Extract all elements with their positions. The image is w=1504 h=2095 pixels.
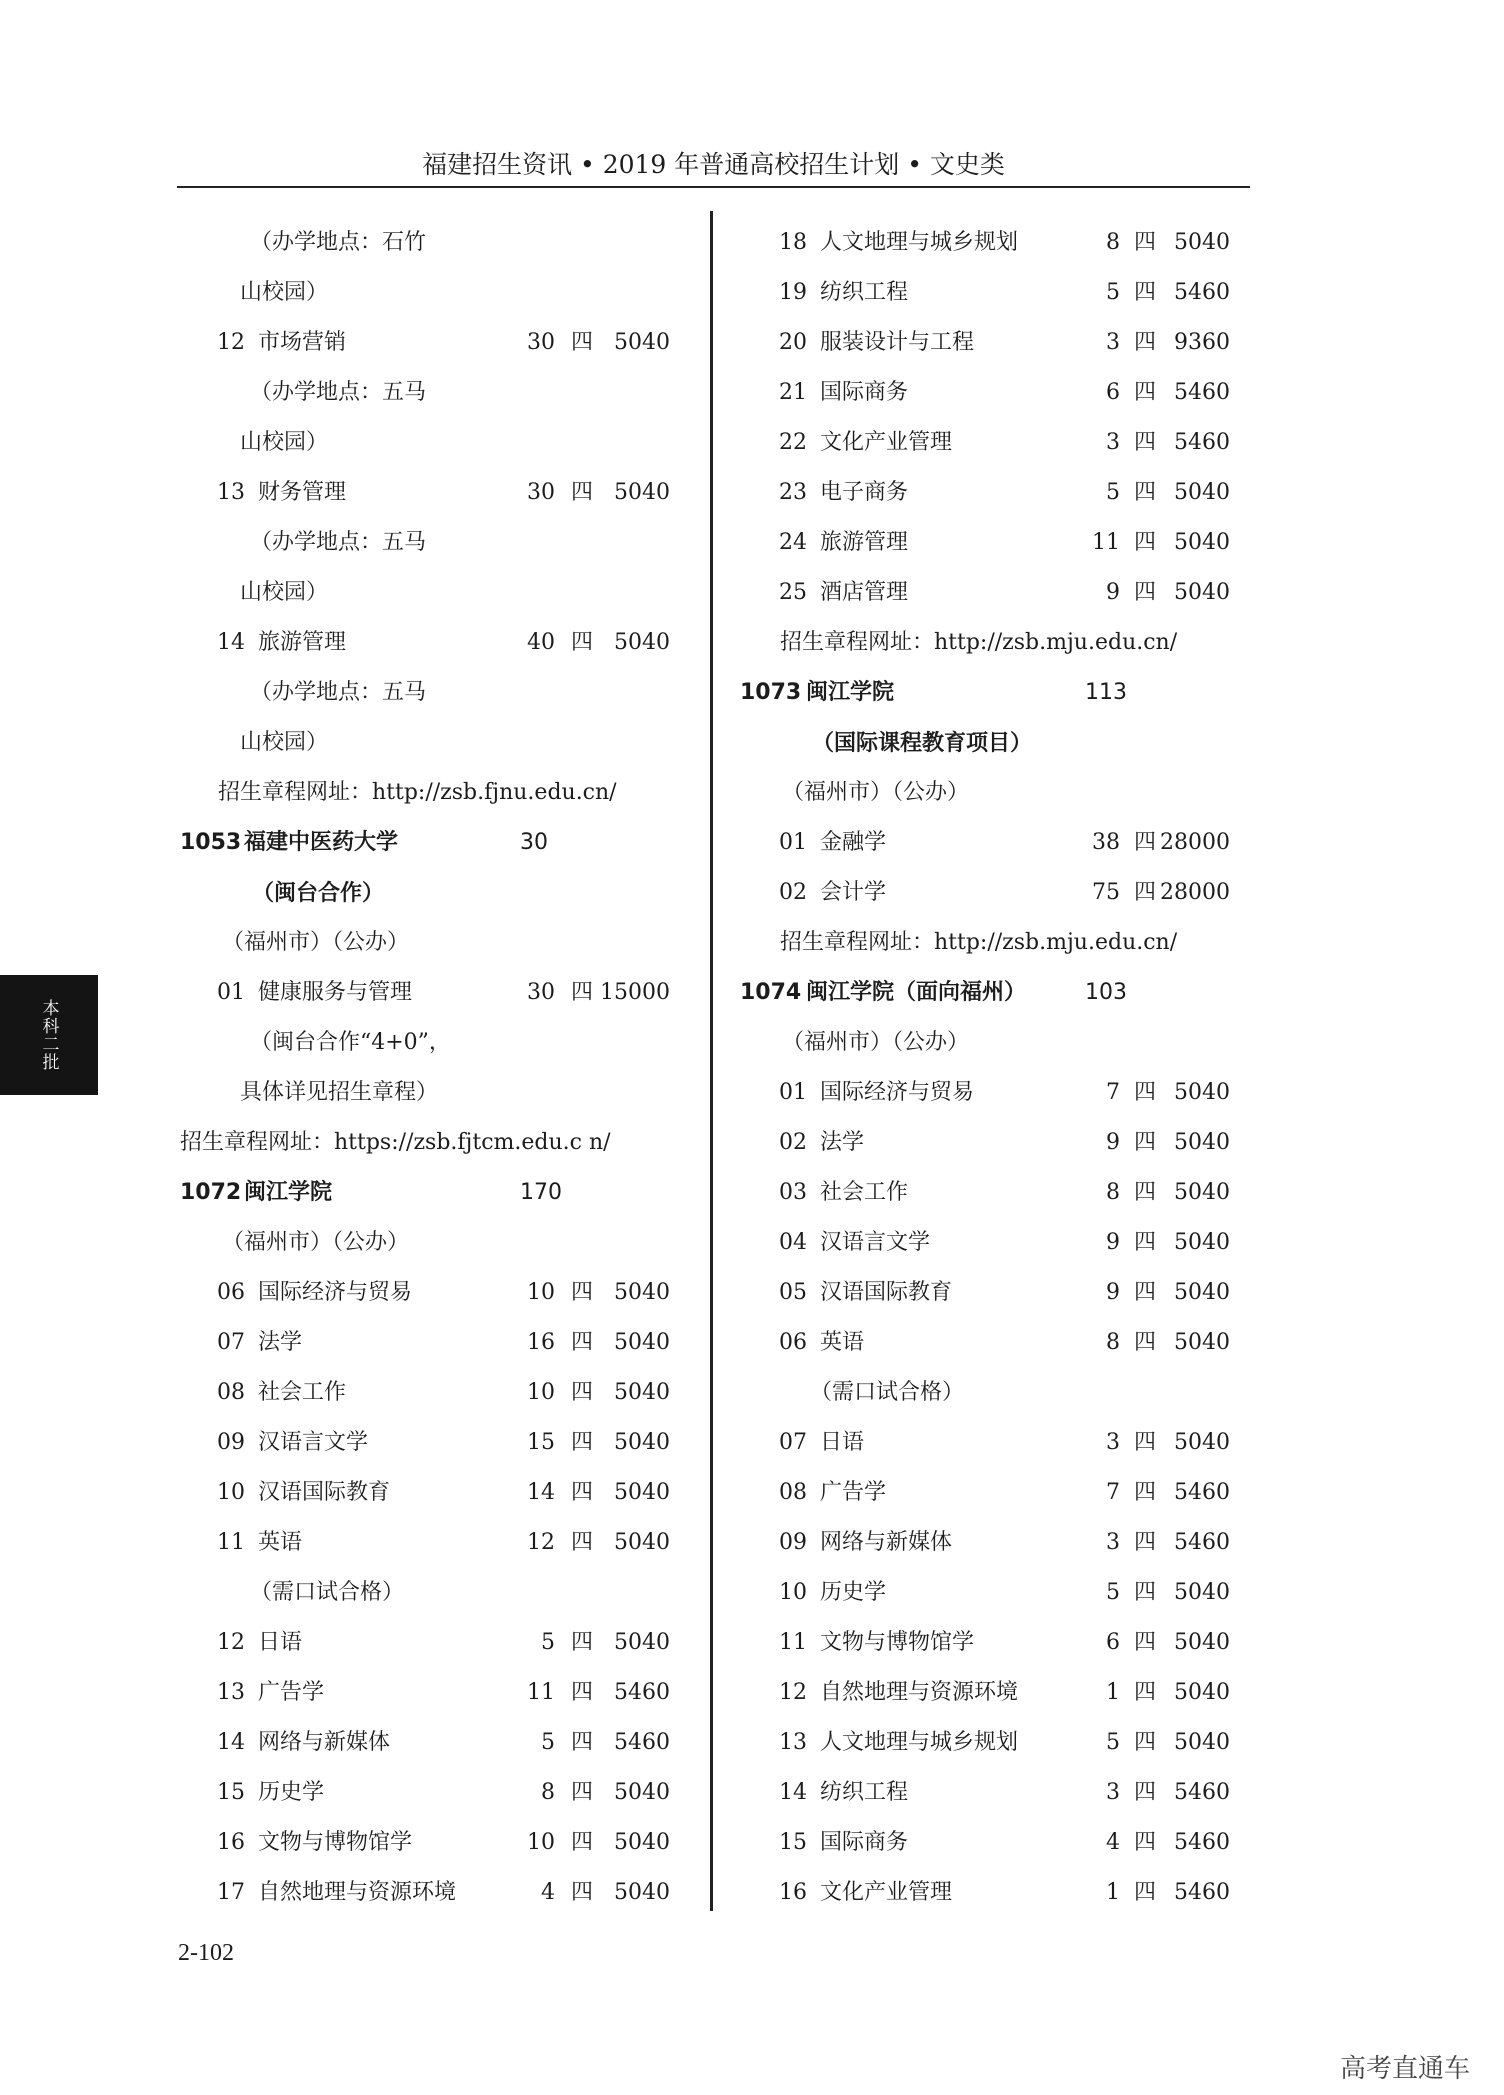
major-plan-count: 11 (1092, 530, 1120, 555)
major-row (0, 1168, 1504, 1218)
note-text: （办学地点：石竹 (250, 230, 427, 255)
school-total: 170 (520, 1180, 562, 1205)
major-tuition: 5460 (1174, 1880, 1230, 1905)
major-years: 四 (1133, 580, 1156, 605)
major-name: 服装设计与工程 (820, 330, 975, 355)
school-name: 福建中医药大学 (244, 830, 399, 855)
major-plan-count: 5 (1106, 480, 1120, 505)
major-code: 15 (217, 1780, 245, 1805)
major-years: 四 (1133, 230, 1156, 255)
major-code: 09 (779, 1530, 807, 1555)
note-text: （办学地点：五马 (250, 530, 427, 555)
major-plan-count: 10 (527, 1380, 555, 1405)
major-name: 文化产业管理 (820, 1880, 953, 1905)
major-name: 酒店管理 (820, 580, 909, 605)
major-plan-count: 11 (527, 1680, 555, 1705)
page-header: 福建招生资讯 • 2019 年普通高校招生计划 • 文史类 (177, 148, 1250, 188)
major-tuition: 5460 (1174, 1480, 1230, 1505)
major-years: 四 (1133, 1330, 1156, 1355)
major-years: 四 (570, 980, 593, 1005)
major-row (0, 318, 1504, 368)
row-note (0, 1368, 1504, 1418)
major-plan-count: 30 (527, 330, 555, 355)
major-years: 四 (1133, 1780, 1156, 1805)
major-plan-count: 30 (527, 980, 555, 1005)
note-text: 山校园） (240, 430, 329, 455)
major-row (0, 568, 1504, 618)
major-name: 汉语言文学 (820, 1230, 931, 1255)
major-plan-count: 7 (1106, 1080, 1120, 1105)
note-text: （需口试合格） (810, 1380, 965, 1405)
major-plan-count: 4 (541, 1880, 555, 1905)
major-code: 21 (779, 380, 807, 405)
note-text: （闽台合作“4+0”， (250, 1030, 451, 1055)
major-tuition: 15000 (600, 980, 670, 1005)
major-name: 社会工作 (820, 1180, 909, 1205)
major-row (0, 1318, 1504, 1368)
major-row (0, 868, 1504, 918)
major-plan-count: 8 (1106, 1180, 1120, 1205)
major-plan-count: 38 (1092, 830, 1120, 855)
major-years: 四 (1133, 880, 1156, 905)
major-code: 10 (217, 1480, 245, 1505)
major-plan-count: 7 (1106, 1480, 1120, 1505)
major-years: 四 (570, 1830, 593, 1855)
school-row (0, 968, 1504, 1018)
major-name: 英语 (258, 1530, 303, 1555)
major-row (0, 1468, 1504, 1518)
school-total: 103 (1085, 980, 1127, 1005)
major-name: 法学 (258, 1330, 303, 1355)
major-tuition: 5040 (1174, 1580, 1230, 1605)
major-code: 12 (779, 1680, 807, 1705)
major-years: 四 (570, 1430, 593, 1455)
major-tuition: 5040 (614, 1280, 670, 1305)
major-code: 02 (779, 880, 807, 905)
major-code: 14 (779, 1780, 807, 1805)
major-plan-count: 30 (527, 480, 555, 505)
major-name: 日语 (820, 1430, 865, 1455)
major-code: 17 (217, 1880, 245, 1905)
major-name: 汉语国际教育 (258, 1480, 391, 1505)
major-name: 自然地理与资源环境 (820, 1680, 1019, 1705)
major-plan-count: 6 (1106, 1630, 1120, 1655)
major-plan-count: 3 (1106, 1780, 1120, 1805)
major-code: 04 (779, 1230, 807, 1255)
school-total: 30 (520, 830, 548, 855)
note-text: （福州市）（公办） (782, 1030, 970, 1055)
major-tuition: 5040 (614, 1530, 670, 1555)
major-plan-count: 1 (1106, 1880, 1120, 1905)
major-plan-count: 3 (1106, 330, 1120, 355)
major-name: 网络与新媒体 (258, 1730, 391, 1755)
major-years: 四 (1133, 380, 1156, 405)
major-years: 四 (570, 1680, 593, 1705)
major-row (0, 218, 1504, 268)
major-plan-count: 8 (1106, 1330, 1120, 1355)
major-tuition: 5040 (1174, 1330, 1230, 1355)
major-plan-count: 5 (1106, 280, 1120, 305)
major-tuition: 5460 (1174, 1830, 1230, 1855)
major-code: 22 (779, 430, 807, 455)
major-plan-count: 9 (1106, 580, 1120, 605)
major-name: 国际商务 (820, 1830, 909, 1855)
major-row (0, 1518, 1504, 1568)
row-note (0, 768, 1504, 818)
major-years: 四 (1133, 480, 1156, 505)
note-text: （福州市）（公办） (782, 780, 970, 805)
major-tuition: 5040 (614, 1830, 670, 1855)
major-years: 四 (1133, 1180, 1156, 1205)
major-name: 会计学 (820, 880, 887, 905)
major-code: 12 (217, 330, 245, 355)
major-code: 11 (779, 1630, 807, 1655)
major-code: 14 (217, 630, 245, 655)
major-years: 四 (1133, 430, 1156, 455)
major-code: 09 (217, 1430, 245, 1455)
major-name: 纺织工程 (820, 1780, 909, 1805)
major-tuition: 5460 (1174, 1780, 1230, 1805)
row-note (0, 718, 1504, 768)
major-name: 纺织工程 (820, 280, 909, 305)
major-code: 06 (779, 1330, 807, 1355)
major-name: 国际商务 (820, 380, 909, 405)
major-years: 四 (570, 1330, 593, 1355)
major-tuition: 5040 (614, 1330, 670, 1355)
major-name: 旅游管理 (820, 530, 909, 555)
major-years: 四 (570, 1530, 593, 1555)
major-years: 四 (1133, 1880, 1156, 1905)
major-years: 四 (1133, 330, 1156, 355)
major-years: 四 (570, 1630, 593, 1655)
major-name: 国际经济与贸易 (258, 1280, 413, 1305)
major-name: 自然地理与资源环境 (258, 1880, 457, 1905)
major-row (0, 268, 1504, 318)
major-code: 14 (217, 1730, 245, 1755)
major-name: 电子商务 (820, 480, 909, 505)
major-name: 社会工作 (258, 1380, 347, 1405)
major-row (0, 518, 1504, 568)
major-years: 四 (1133, 1280, 1156, 1305)
major-code: 08 (779, 1480, 807, 1505)
major-plan-count: 9 (1106, 1280, 1120, 1305)
note-text: 山校园） (240, 280, 329, 305)
major-name: 日语 (258, 1630, 303, 1655)
major-row (0, 468, 1504, 518)
major-tuition: 5040 (1174, 1430, 1230, 1455)
major-tuition: 5040 (614, 630, 670, 655)
school-total: 113 (1085, 680, 1127, 705)
major-years: 四 (570, 330, 593, 355)
major-plan-count: 12 (527, 1530, 555, 1555)
school-name: 闽江学院 (244, 1180, 333, 1205)
watermark: 高考直通车 (1340, 2054, 1471, 2084)
major-years: 四 (1133, 1480, 1156, 1505)
major-years: 四 (1133, 530, 1156, 555)
note-text: （福州市）（公办） (222, 1230, 410, 1255)
major-name: 广告学 (820, 1480, 887, 1505)
major-code: 18 (779, 230, 807, 255)
major-row (0, 368, 1504, 418)
major-tuition: 28000 (1160, 830, 1230, 855)
charter-url-text: 招生章程网址：https://zsb.fjtcm.edu.c n/ (180, 1130, 611, 1155)
major-plan-count: 8 (1106, 230, 1120, 255)
major-row (0, 1418, 1504, 1468)
major-row (0, 1618, 1504, 1668)
major-tuition: 5460 (1174, 1530, 1230, 1555)
major-tuition: 5460 (614, 1730, 670, 1755)
note-text: （福州市）（公办） (222, 930, 410, 955)
major-row (0, 1768, 1504, 1818)
major-tuition: 5040 (614, 1430, 670, 1455)
row-note (0, 1018, 1504, 1068)
major-tuition: 5040 (614, 1780, 670, 1805)
major-row (0, 1218, 1504, 1268)
major-code: 07 (779, 1430, 807, 1455)
major-tuition: 9360 (1174, 330, 1230, 355)
major-tuition: 5040 (1174, 1280, 1230, 1305)
major-years: 四 (570, 1380, 593, 1405)
major-row (0, 1118, 1504, 1168)
major-plan-count: 5 (1106, 1730, 1120, 1755)
major-years: 四 (1133, 1530, 1156, 1555)
major-code: 01 (779, 830, 807, 855)
major-years: 四 (570, 1280, 593, 1305)
major-tuition: 5040 (614, 330, 670, 355)
major-plan-count: 75 (1092, 880, 1120, 905)
major-years: 四 (1133, 1630, 1156, 1655)
section-side-tab: 本科二批 (0, 975, 98, 1095)
note-text: 山校园） (240, 730, 329, 755)
major-code: 01 (217, 980, 245, 1005)
charter-url (0, 618, 1504, 668)
major-tuition: 5040 (614, 1480, 670, 1505)
major-name: 人文地理与城乡规划 (820, 1730, 1019, 1755)
school-code: 1074 (740, 980, 802, 1005)
major-code: 13 (779, 1730, 807, 1755)
major-tuition: 28000 (1160, 880, 1230, 905)
major-row (0, 1818, 1504, 1868)
major-plan-count: 5 (541, 1630, 555, 1655)
major-tuition: 5040 (1174, 1680, 1230, 1705)
major-tuition: 5460 (1174, 280, 1230, 305)
major-years: 四 (570, 1480, 593, 1505)
major-plan-count: 40 (527, 630, 555, 655)
major-plan-count: 3 (1106, 430, 1120, 455)
major-plan-count: 10 (527, 1830, 555, 1855)
school-name: 闽江学院 (806, 680, 895, 705)
major-name: 历史学 (258, 1780, 325, 1805)
major-tuition: 5040 (1174, 230, 1230, 255)
major-code: 01 (779, 1080, 807, 1105)
major-plan-count: 3 (1106, 1430, 1120, 1455)
charter-url-text: 招生章程网址：http://zsb.mju.edu.cn/ (780, 630, 1178, 655)
major-code: 08 (217, 1380, 245, 1405)
major-tuition: 5460 (614, 1680, 670, 1705)
major-name: 网络与新媒体 (820, 1530, 953, 1555)
major-tuition: 5040 (1174, 1230, 1230, 1255)
major-code: 05 (779, 1280, 807, 1305)
major-row (0, 1568, 1504, 1618)
major-years: 四 (570, 630, 593, 655)
major-name: 历史学 (820, 1580, 887, 1605)
major-plan-count: 8 (541, 1780, 555, 1805)
major-code: 20 (779, 330, 807, 355)
major-name: 文物与博物馆学 (820, 1630, 975, 1655)
major-name: 汉语言文学 (258, 1430, 369, 1455)
major-name: 旅游管理 (258, 630, 347, 655)
major-code: 07 (217, 1330, 245, 1355)
major-name: 国际经济与贸易 (820, 1080, 975, 1105)
charter-url (0, 918, 1504, 968)
major-years: 四 (1133, 830, 1156, 855)
major-tuition: 5040 (614, 1630, 670, 1655)
major-plan-count: 16 (527, 1330, 555, 1355)
major-plan-count: 4 (1106, 1830, 1120, 1855)
major-years: 四 (1133, 280, 1156, 305)
note-text: （需口试合格） (250, 1580, 405, 1605)
major-row (0, 818, 1504, 868)
major-row (0, 1268, 1504, 1318)
major-tuition: 5460 (1174, 430, 1230, 455)
major-plan-count: 5 (541, 1730, 555, 1755)
major-tuition: 5040 (614, 1380, 670, 1405)
note-text: （办学地点：五马 (250, 380, 427, 405)
major-years: 四 (1133, 1730, 1156, 1755)
school-name: 闽江学院（面向福州） (806, 980, 1027, 1005)
major-code: 12 (217, 1630, 245, 1655)
major-years: 四 (1133, 1830, 1156, 1855)
major-plan-count: 3 (1106, 1530, 1120, 1555)
major-plan-count: 14 (527, 1480, 555, 1505)
major-years: 四 (570, 480, 593, 505)
school-code: 1053 (180, 830, 242, 855)
charter-url-text: 招生章程网址：http://zsb.fjnu.edu.cn/ (218, 780, 617, 805)
major-code: 25 (779, 580, 807, 605)
major-name: 广告学 (258, 1680, 325, 1705)
note-text: （国际课程教育项目） (812, 730, 1033, 756)
major-row (0, 1868, 1504, 1918)
major-tuition: 5040 (1174, 1730, 1230, 1755)
major-years: 四 (1133, 1680, 1156, 1705)
major-years: 四 (570, 1880, 593, 1905)
note-text: （办学地点：五马 (250, 680, 427, 705)
page-number: 2-102 (178, 1940, 234, 1966)
school-code: 1073 (740, 680, 802, 705)
major-row (0, 1668, 1504, 1718)
major-plan-count: 15 (527, 1430, 555, 1455)
major-tuition: 5040 (1174, 1180, 1230, 1205)
major-tuition: 5040 (1174, 1080, 1230, 1105)
major-code: 16 (779, 1880, 807, 1905)
major-name: 汉语国际教育 (820, 1280, 953, 1305)
major-tuition: 5040 (1174, 530, 1230, 555)
major-name: 金融学 (820, 830, 887, 855)
major-tuition: 5040 (1174, 1630, 1230, 1655)
major-code: 16 (217, 1830, 245, 1855)
major-years: 四 (1133, 1230, 1156, 1255)
major-plan-count: 1 (1106, 1680, 1120, 1705)
major-years: 四 (1133, 1130, 1156, 1155)
major-tuition: 5040 (1174, 480, 1230, 505)
major-tuition: 5040 (1174, 580, 1230, 605)
major-code: 23 (779, 480, 807, 505)
school-row (0, 668, 1504, 718)
major-years: 四 (1133, 1580, 1156, 1605)
major-plan-count: 9 (1106, 1130, 1120, 1155)
major-name: 人文地理与城乡规划 (820, 230, 1019, 255)
major-name: 财务管理 (258, 480, 347, 505)
major-years: 四 (1133, 1080, 1156, 1105)
major-row (0, 1718, 1504, 1768)
major-row (0, 418, 1504, 468)
major-plan-count: 9 (1106, 1230, 1120, 1255)
major-code: 06 (217, 1280, 245, 1305)
major-name: 英语 (820, 1330, 865, 1355)
major-row (0, 1068, 1504, 1118)
note-text: 具体详见招生章程） (240, 1080, 439, 1105)
major-years: 四 (570, 1780, 593, 1805)
major-name: 健康服务与管理 (258, 980, 413, 1005)
major-years: 四 (1133, 1430, 1156, 1455)
major-code: 10 (779, 1580, 807, 1605)
major-code: 11 (217, 1530, 245, 1555)
school-code: 1072 (180, 1180, 242, 1205)
charter-url-text: 招生章程网址：http://zsb.mju.edu.cn/ (780, 930, 1178, 955)
major-name: 文化产业管理 (820, 430, 953, 455)
major-plan-count: 6 (1106, 380, 1120, 405)
major-code: 03 (779, 1180, 807, 1205)
major-code: 19 (779, 280, 807, 305)
major-code: 13 (217, 480, 245, 505)
note-text: 山校园） (240, 580, 329, 605)
major-code: 02 (779, 1130, 807, 1155)
major-name: 法学 (820, 1130, 865, 1155)
major-tuition: 5040 (614, 480, 670, 505)
major-plan-count: 5 (1106, 1580, 1120, 1605)
major-tuition: 5040 (1174, 1130, 1230, 1155)
note-text: （闽台合作） (252, 880, 385, 906)
major-code: 15 (779, 1830, 807, 1855)
major-plan-count: 10 (527, 1280, 555, 1305)
major-code: 24 (779, 530, 807, 555)
major-code: 13 (217, 1680, 245, 1705)
major-tuition: 5040 (614, 1880, 670, 1905)
major-name: 市场营销 (258, 330, 347, 355)
major-years: 四 (570, 1730, 593, 1755)
major-name: 文物与博物馆学 (258, 1830, 413, 1855)
major-tuition: 5460 (1174, 380, 1230, 405)
